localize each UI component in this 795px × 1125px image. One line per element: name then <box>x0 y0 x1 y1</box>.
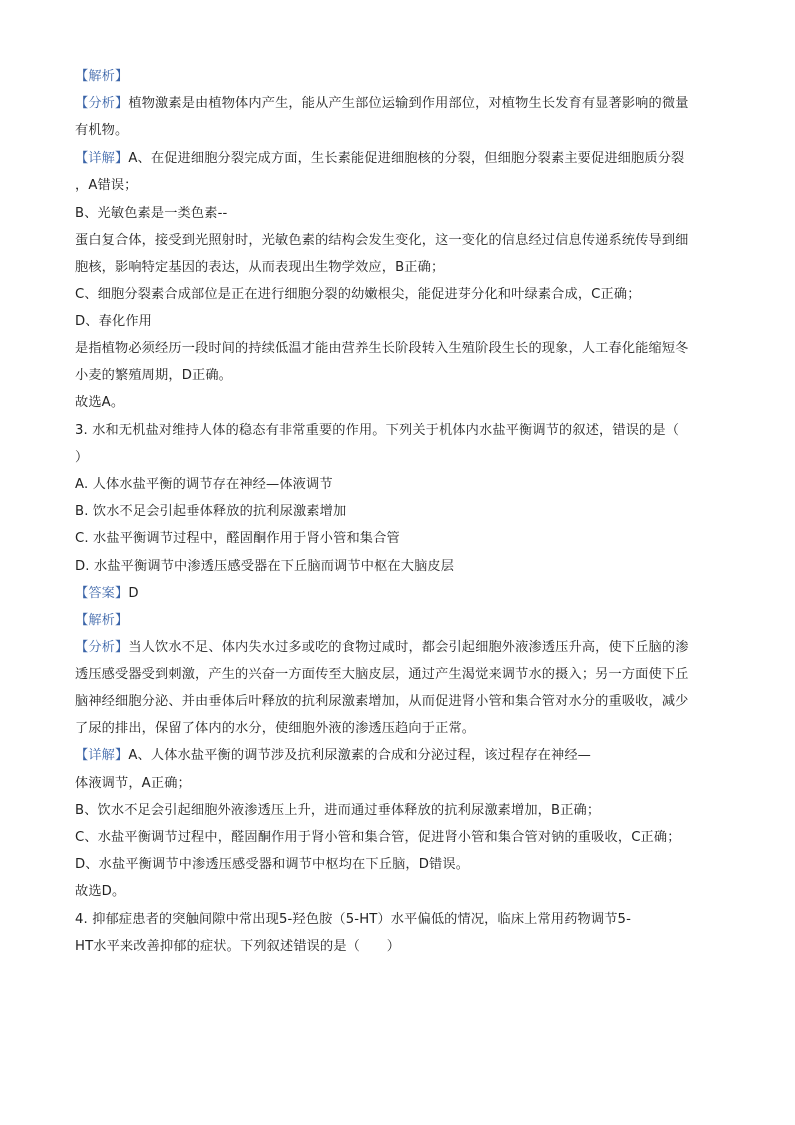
section-label-analysis: 【解析】 <box>75 69 129 84</box>
detail-paragraph: 【详解】A、在促进细胞分裂完成方面，生长素能促进细胞核的分裂，但细胞分裂素主要促进细胞质分裂 <box>75 151 685 166</box>
option-c: C. 水盐平衡调节过程中，醛固酮作用于肾小管和集合管 <box>75 531 400 546</box>
text-line: 体液调节，A正确； <box>75 776 191 791</box>
text-line: ） <box>75 450 89 465</box>
text-line: C、细胞分裂素合成部位是正在进行细胞分裂的幼嫩根尖，能促进芽分化和叶绿素合成，C正确； <box>75 287 641 302</box>
text-line: 透压感受器受到刺激，产生的兴奋一方面传至大脑皮层，通过产生渴觉来调节水的摄入；另一方面使下丘 <box>75 667 689 682</box>
analysis-paragraph: 【分析】当人饮水不足、体内失水过多或吃的食物过咸时，都会引起细胞外液渗透压升高，使下丘脑的渗 <box>75 640 689 655</box>
question-3-stem: 3. 水和无机盐对维持人体的稳态有非常重要的作用。下列关于机体内水盐平衡调节的叙述，错误的是（ <box>75 423 680 438</box>
analysis-paragraph: 【分析】植物激素是由植物体内产生，能从产生部位运输到作用部位，对植物生长发育有显著影响的微量 <box>75 96 689 111</box>
text-line: B、光敏色素是一类色素-- <box>75 206 228 221</box>
text-line: D、水盐平衡调节中渗透压感受器和调节中枢均在下丘脑，D错误。 <box>75 857 470 872</box>
section-label-analysis: 【解析】 <box>75 613 129 628</box>
text-line: 脑神经细胞分泌、并由垂体后叶释放的抗利尿激素增加，从而促进肾小管和集合管对水分的重吸收，减少 <box>75 694 689 709</box>
option-a: A. 人体水盐平衡的调节存在神经—体液调节 <box>75 477 333 492</box>
text-line: 胞核，影响特定基因的表达，从而表现出生物学效应，B正确； <box>75 260 445 275</box>
conclusion-line: 故选A。 <box>75 395 125 410</box>
text-line: 小麦的繁殖周期，D正确。 <box>75 368 233 383</box>
text-line: 了尿的排出，保留了体内的水分，使细胞外液的渗透压趋向于正常。 <box>75 721 476 736</box>
text-line: HT水平来改善抑郁的症状。下列叙述错误的是（ ） <box>75 939 401 954</box>
text-line: 有机物。 <box>75 123 129 138</box>
text-line: ，A错误； <box>75 178 138 193</box>
text-line: B、饮水不足会引起细胞外液渗透压上升，进而通过垂体释放的抗利尿激素增加，B正确； <box>75 803 601 818</box>
text-line: 蛋白复合体，接受到光照射时，光敏色素的结构会发生变化，这一变化的信息经过信息传递系统传导到细 <box>75 233 689 248</box>
detail-paragraph: 【详解】A、人体水盐平衡的调节涉及抗利尿激素的合成和分泌过程，该过程存在神经— <box>75 748 592 763</box>
conclusion-line: 故选D。 <box>75 884 126 899</box>
text-line: 是指植物必须经历一段时间的持续低温才能由营养生长阶段转入生殖阶段生长的现象，人工春化能缩短冬 <box>75 341 689 356</box>
question-4-stem: 4. 抑郁症患者的突触间隙中常出现5-羟色胺（5-HT）水平偏低的情况，临床上常用药物调节5- <box>75 912 631 927</box>
text-line: D、春化作用 <box>75 314 152 329</box>
answer-line: 【答案】D <box>75 586 139 601</box>
option-b: B. 饮水不足会引起垂体释放的抗利尿激素增加 <box>75 504 347 519</box>
text-line: C、水盐平衡调节过程中，醛固酮作用于肾小管和集合管，促进肾小管和集合管对钠的重吸收，C正确； <box>75 830 681 845</box>
option-d: D. 水盐平衡调节中渗透压感受器在下丘脑而调节中枢在大脑皮层 <box>75 559 455 574</box>
